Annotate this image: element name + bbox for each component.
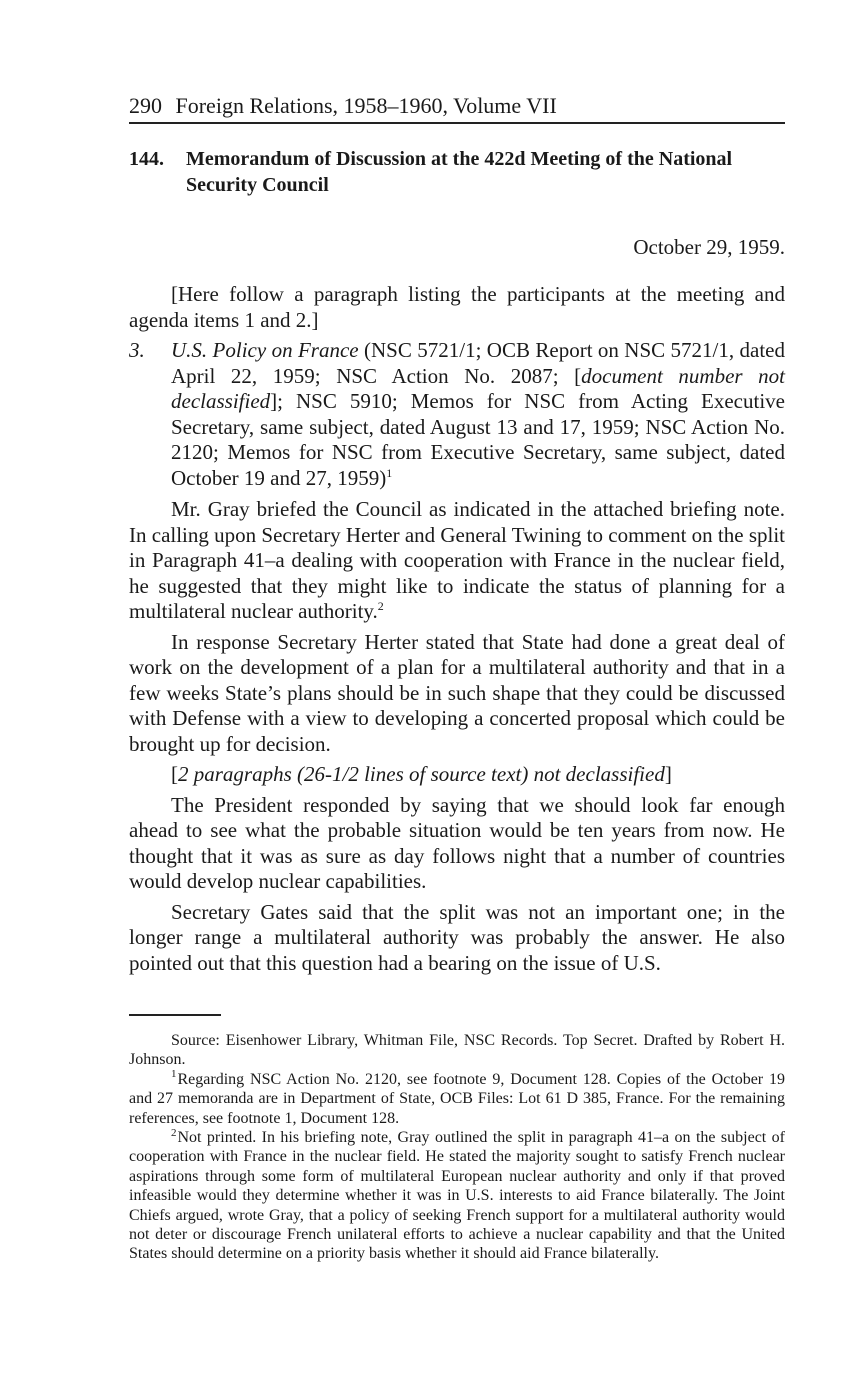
document-number: 144.	[129, 148, 164, 170]
document-body	[129, 282, 785, 981]
bracket-close: ]	[664, 762, 672, 786]
paragraph-gates: Secretary Gates said that the split was not an important one; in the longer range a multilateral authority was probably the answer. He also pointed out that this question had a bearing on the issue of U.S.	[129, 899, 785, 975]
footnote-ref-1[interactable]: 1	[386, 465, 393, 480]
footnote-divider	[129, 1014, 221, 1016]
agenda-item-text	[171, 338, 785, 491]
agenda-item-label: 3.	[129, 338, 145, 362]
agenda-item-refs-italic: document number not declassified	[171, 363, 785, 413]
footnote-1	[129, 1070, 785, 1128]
footnote-1-text: Regarding NSC Action No. 2120, see footnote 9, Document 128. Copies of the October 19 and 27 memoranda are in Department of State, OCB Files: Lot 61 D 385, France. For the remaining references, see footnote 1, Document 128.	[129, 1070, 785, 1127]
agenda-item-refs-b: ]; NSC 5910; Memos for NSC from Acting Executive Secretary, same subject, dated August 13 and 17, 1959; NSC Action No. 2120; Memos for NSC from Executive Secretary, same subject, dated October 19 and 27, 1959)	[171, 389, 785, 490]
not-declassified-note: 2 paragraphs (26-1/2 lines of source text) not declassified	[178, 762, 665, 786]
footnote-ref-2[interactable]: 2	[377, 599, 384, 613]
source-note: Source: Eisenhower Library, Whitman File, NSC Records. Top Secret. Drafted by Robert H. Johnson.	[129, 1032, 785, 1069]
paragraph-president: The President responded by saying that we should look far enough ahead to see what the probable situation would be ten years from now. He thought that it was as sure as day follows night that a number of countries would develop nuclear capabilities.	[129, 792, 785, 893]
paragraph-herter-response: In response Secretary Herter stated that State had done a great deal of work on the development of a plan for a multilateral authority and that in a few weeks State’s plans should be in such shape that they could be discussed with Defense with a view to developing a concerted proposal which could be brought up for decision.	[129, 629, 785, 756]
document-heading	[129, 146, 785, 198]
footnotes	[129, 1031, 785, 1264]
agenda-item-title: U.S. Policy on France	[171, 338, 359, 362]
document-title: Memorandum of Discussion at the 422d Meeting of the National Security Council	[186, 148, 733, 196]
intro-paragraph: [Here follow a paragraph listing the participants at the meeting and agenda items 1 and 2.]	[129, 282, 785, 332]
paragraph-gray-text: Mr. Gray briefed the Council as indicated in the attached briefing note. In calling upon Secretary Herter and General Twining to comment on the split in Paragraph 41–a dealing with cooperation with France in the nuclear field, he suggested that they might like to indicate the status of planning for a multilateral nuclear authority.	[129, 497, 785, 623]
paragraph-gray-briefing	[129, 497, 785, 625]
agenda-item-refs-a: (NSC 5721/1; OCB Report on NSC 5721/1, dated April 22, 1959; NSC Action No. 2087; [	[171, 338, 785, 388]
bracket-open: [	[171, 762, 178, 786]
footnote-2	[129, 1128, 785, 1264]
footnote-2-text: Not printed. In his briefing note, Gray outlined the split in paragraph 41–a on the subject of cooperation with France in the nuclear field. He stated the majority sought to satisfy French nuclear aspirations through some form of multilateral European nuclear authority and only if that proved infeasible would they determine whether it was in U.S. interests to aid France bilaterally. The Joint Chiefs argued, wrote Gray, that a policy of seeking French support for a multilateral authority would not deter or discourage French unilateral efforts to achieve a nuclear capability and that the United States should determine on a priority basis whether it should aid France bilaterally.	[129, 1129, 785, 1263]
running-header	[129, 92, 785, 124]
page-number: 290	[129, 93, 162, 118]
document-date: October 29, 1959.	[633, 235, 785, 259]
paragraph-not-declassified	[129, 762, 785, 788]
footnote-1-mark: 1	[171, 1068, 177, 1081]
footnote-2-mark: 2	[171, 1126, 177, 1139]
agenda-item-3	[129, 338, 785, 491]
running-title: Foreign Relations, 1958–1960, Volume VII	[175, 93, 557, 118]
